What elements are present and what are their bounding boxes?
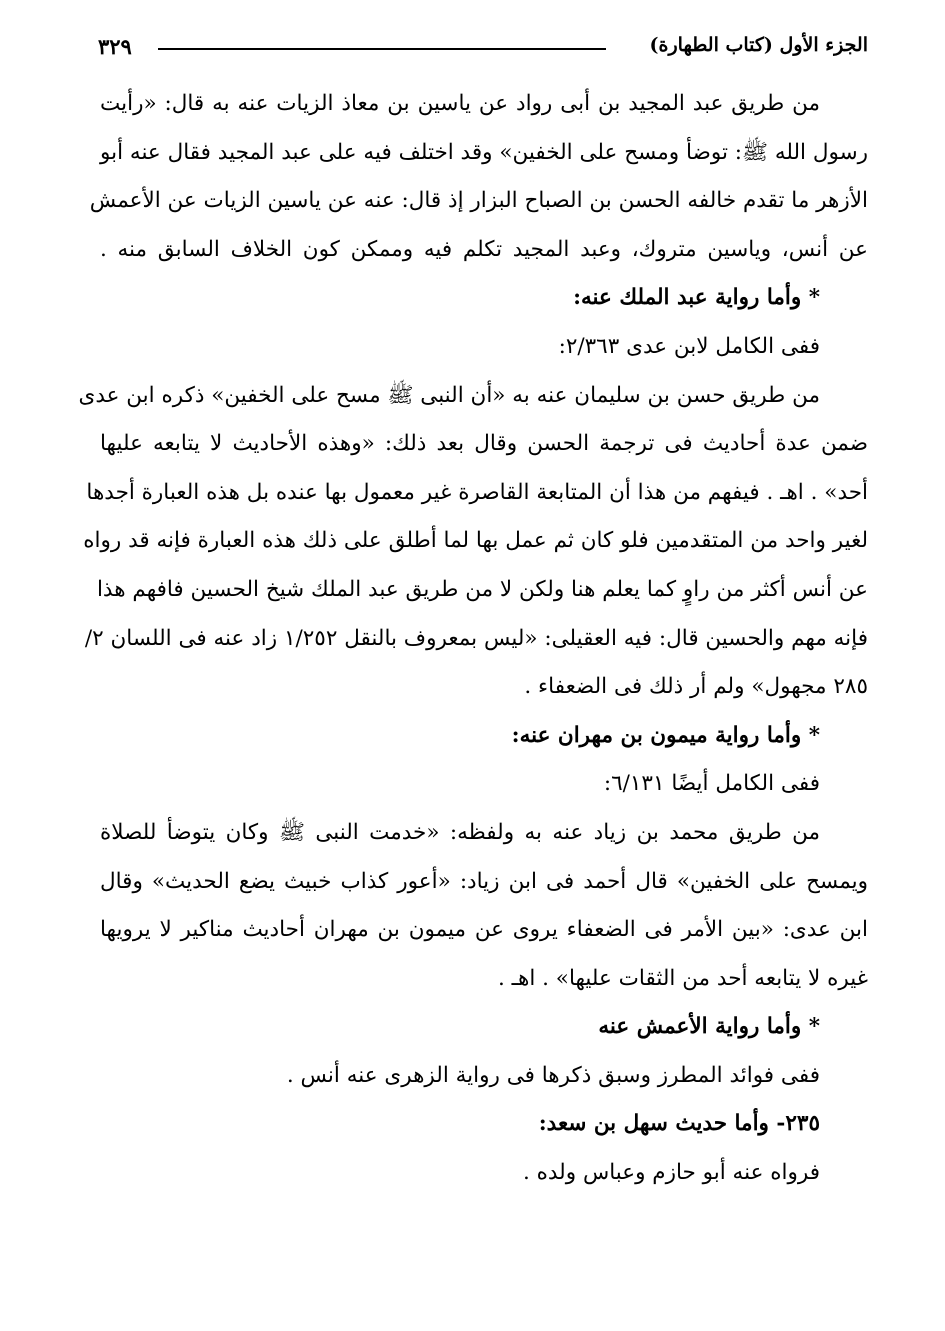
text-line: الأزهر ما تقدم خالفه الحسن بن الصباح البزار إذ قال: عنه عن ياسين الزيات عن الأعمش: [89, 188, 868, 214]
section-heading: * وأما رواية ميمون بن مهران عنه:: [511, 722, 820, 748]
text-line: ابن عدى: «بين الأمر فى الضعفاء يروى عن ميمون بن مهران أحاديث مناكير لا يرويها: [100, 917, 868, 943]
text-line: رسول الله ﷺ: توضأ ومسح على الخفين» وقد اختلف فيه على عبد المجيد فقال عنه أبو: [100, 139, 868, 165]
source-line: ففى الكامل أيضًا ٦/١٣١:: [603, 771, 820, 797]
text-line: من طريق عبد المجيد بن أبى رواد عن ياسين بن معاذ الزيات عنه به قال: «رأيت: [100, 91, 820, 116]
header-rule: [158, 48, 606, 50]
page-header: [98, 34, 868, 64]
running-head: الجزء الأول (كتاب الطهارة): [649, 34, 868, 56]
text-line: أحد» . اهـ . فيفهم من هذا أن المتابعة القاصرة غير معمول بها عنده بل هذه العبارة أجدها: [86, 479, 868, 505]
text-line: عن أنس، وياسين متروك، وعبد المجيد تكلم فيه وممكن كون الخلاف السابق منه .: [100, 236, 868, 262]
source-line: ففى الكامل لابن عدى ٢/٣٦٣:: [558, 333, 820, 359]
text-line: لغير واحد من المتقدمين فلو كان ثم عمل بها لما أطلق على ذلك هذه العبارة فإنه قد رواه: [83, 528, 868, 554]
text-line: فرواه عنه أبو حازم وعباس ولده .: [522, 1160, 820, 1186]
hadith-heading: ٢٣٥- وأما حديث سهل بن سعد:: [538, 1111, 820, 1137]
source-line: ففى فوائد المطرز وسبق ذكرها فى رواية الزهرى عنه أنس .: [286, 1062, 820, 1088]
section-heading: * وأما رواية عبد الملك عنه:: [573, 285, 820, 311]
text-line: ويمسح على الخفين» قال أحمد فى ابن زياد: «أعور كذاب خبيث يضع الحديث» وقال: [100, 868, 868, 894]
text-line: غيره لا يتابعه أحد من الثقات عليها» . اهـ .: [498, 965, 868, 991]
text-line: عن أنس أكثر من راوٍ كما يعلم هنا ولكن لا من طريق عبد الملك شيخ الحسين فافهم هذا: [96, 576, 868, 602]
page-number: ٣٢٩: [98, 34, 132, 59]
page-body: [78, 80, 868, 1198]
text-line: ٢٨٥ مجهول» ولم أر ذلك فى الضعفاء .: [524, 674, 868, 700]
text-line: من طريق حسن بن سليمان عنه به «أن النبى ﷺ مسح على الخفين» ذكره ابن عدى: [78, 382, 820, 408]
section-heading: * وأما رواية الأعمش عنه: [598, 1014, 820, 1040]
text-line: من طريق محمد بن زياد عنه به ولفظه: «خدمت النبى ﷺ وكان يتوضأ للصلاة: [100, 819, 820, 845]
text-line: ضمن عدة أحاديث فى ترجمة الحسن وقال بعد ذلك: «وهذه الأحاديث لا يتابعه عليها: [100, 431, 868, 457]
text-line: فإنه مهم والحسين قال: فيه العقيلى: «ليس بمعروف بالنقل ١/٢٥٢ زاد عنه فى اللسان ٢/: [84, 625, 868, 651]
